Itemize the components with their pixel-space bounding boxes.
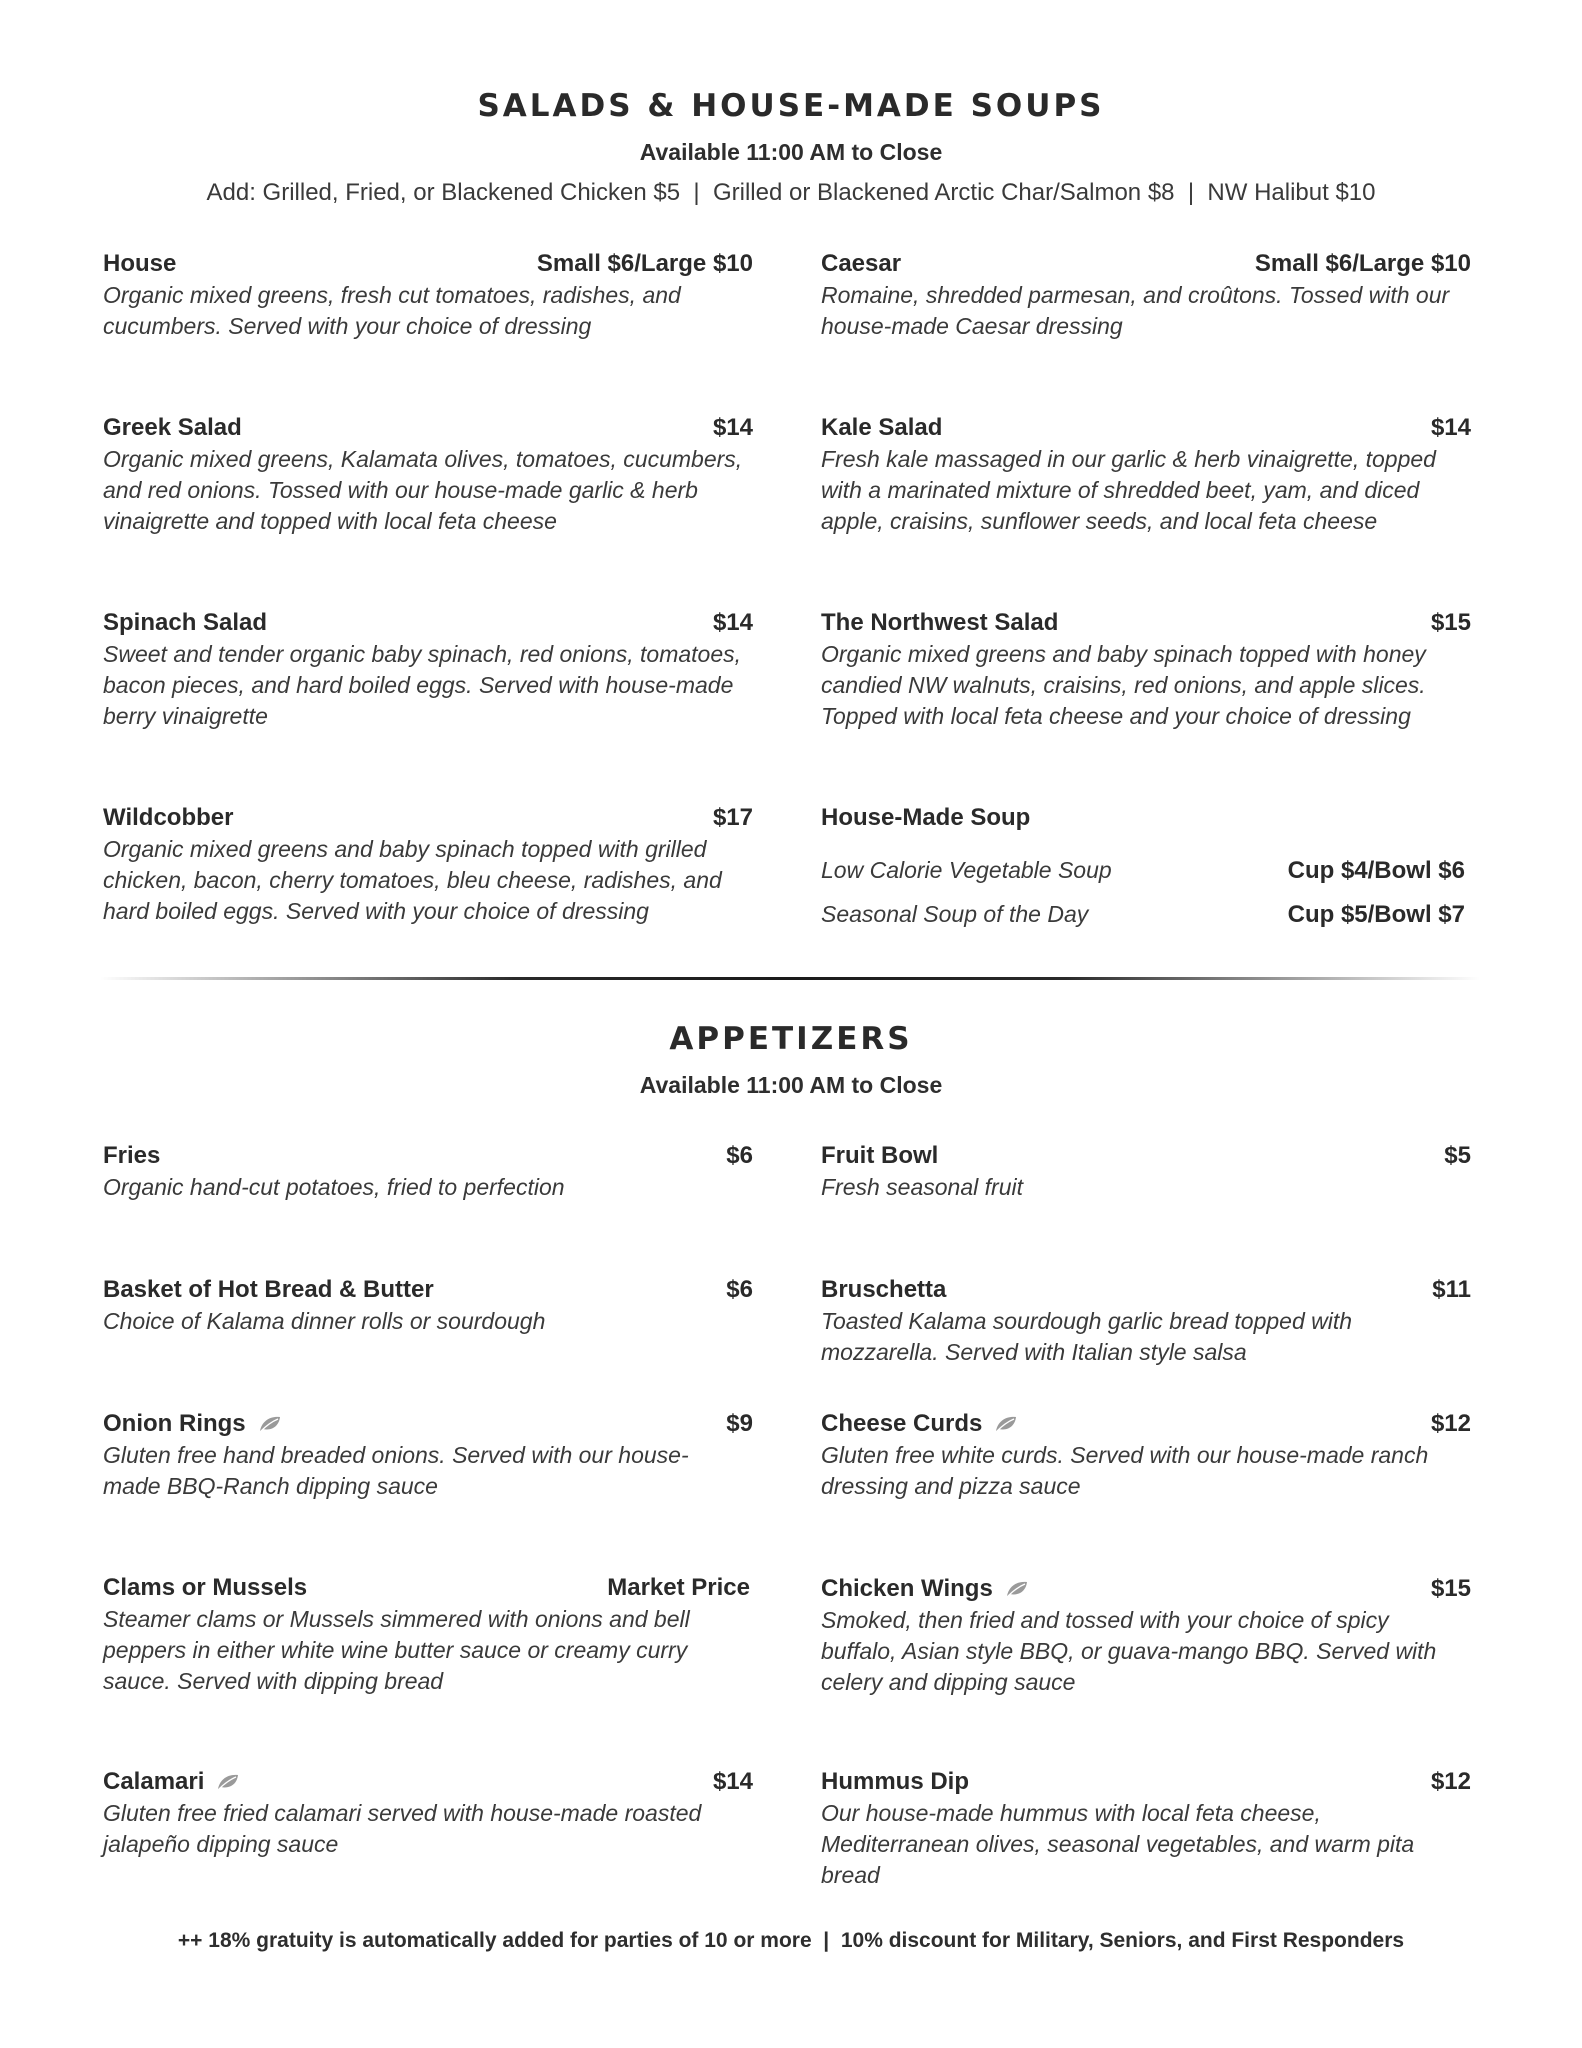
item-name: House [103,250,177,277]
item-price: $5 [1444,1142,1471,1169]
leaf-icon [994,1415,1018,1433]
menu-item-fries [103,1141,753,1203]
item-name: Fruit Bowl [821,1142,939,1169]
item-description: Sweet and tender organic baby spinach, red onions, tomatoes, bacon pieces, and hard boiled eggs. Served with house-made berry vinaigrette [103,641,742,729]
item-description: Gluten free fried calamari served with house-made roasted jalapeño dipping sauce [103,1800,702,1857]
appetizers-section-title: APPETIZERS [669,1021,913,1057]
item-description: Organic hand-cut potatoes, fried to perfection [103,1174,565,1200]
item-price: $11 [1432,1276,1471,1303]
item-price: $6 [726,1276,753,1303]
item-price: $12 [1430,1410,1471,1437]
menu-item-wildcobber [103,803,753,927]
footer-note: ++ 18% gratuity is automatically added for parties of 10 or more | 10% discount for Military, Seniors, and First Responders [177,1929,1405,1952]
item-description: Organic mixed greens, Kalamata olives, tomatoes, cucumbers, and red onions. Tossed with our house-made garlic & herb vinaigrette and topped with local feta cheese [103,446,743,534]
item-description: Gluten free white curds. Served with our house-made ranch dressing and pizza sauce [821,1442,1429,1499]
item-description: Organic mixed greens, fresh cut tomatoes, radishes, and cucumbers. Served with your choice of dressing [103,282,681,339]
item-description: Fresh kale massaged in our garlic & herb vinaigrette, topped with a marinated mixture of shredded beet, yam, and diced apple, craisins, sunflower seeds, and local feta cheese [821,446,1436,534]
item-price: $9 [726,1410,753,1437]
menu-item-hot-bread [103,1275,753,1337]
menu-item-fruit-bowl [821,1141,1471,1203]
soup-name: Low Calorie Vegetable Soup [821,857,1112,883]
menu-item-calamari [103,1767,753,1860]
item-name-wrap [821,1574,1029,1604]
leaf-icon [216,1773,240,1791]
item-name: Basket of Hot Bread & Butter [103,1276,434,1303]
item-name: Clams or Mussels [103,1574,308,1601]
item-name: Hummus Dip [821,1768,970,1795]
item-price: Small $6/Large $10 [1254,250,1471,277]
menu-item-chicken-wings [821,1574,1471,1698]
menu-item-cheese-curds [821,1409,1471,1502]
item-description: Choice of Kalama dinner rolls or sourdough [103,1308,546,1334]
item-description: Fresh seasonal fruit [821,1174,1023,1200]
item-name: Bruschetta [821,1276,947,1303]
salads-availability: Available 11:00 AM to Close [639,139,943,165]
soup-name: Seasonal Soup of the Day [821,901,1089,927]
item-name: The Northwest Salad [821,609,1059,636]
soup-price: Cup $5/Bowl $7 [1287,901,1465,928]
item-price: $14 [712,414,753,441]
menu-item-kale-salad [821,413,1471,537]
item-name-wrap [103,1409,282,1439]
section-divider [100,977,1480,980]
leaf-icon [1005,1580,1029,1598]
soup-row [821,899,1471,930]
salads-section-title: SALADS & HOUSE-MADE SOUPS [477,88,1105,124]
item-description: Steamer clams or Mussels simmered with onions and bell peppers in either white wine butter sauce or creamy curry sauce. Served with dipping bread [103,1606,690,1694]
item-description: Toasted Kalama sourdough garlic bread topped with mozzarella. Served with Italian style salsa [821,1308,1353,1365]
item-name: Cheese Curds [821,1410,983,1437]
item-description: Organic mixed greens and baby spinach topped with honey candied NW walnuts, craisins, red onions, and apple slices. Topped with local feta cheese and your choice of dressing [821,641,1426,729]
menu-item-bruschetta [821,1275,1471,1368]
item-name: Onion Rings [103,1410,246,1437]
item-price: $17 [712,804,753,831]
item-price: $14 [1430,414,1471,441]
item-price: $15 [1430,609,1471,636]
item-description: Gluten free hand breaded onions. Served with our house-made BBQ-Ranch dipping sauce [103,1442,689,1499]
item-name: Greek Salad [103,414,242,441]
item-price: $14 [712,1768,753,1795]
menu-item-spinach-salad [103,608,753,732]
menu-item-greek-salad [103,413,753,537]
item-description: Organic mixed greens and baby spinach topped with grilled chicken, bacon, cherry tomatoes, bleu cheese, radishes, and hard boiled eggs. Served with your choice of dressing [103,836,722,924]
item-name: House-Made Soup [821,804,1031,831]
menu-item-hummus-dip [821,1767,1471,1891]
item-name: Chicken Wings [821,1575,993,1602]
item-price: $6 [726,1142,753,1169]
soup-price: Cup $4/Bowl $6 [1287,857,1465,884]
item-name-wrap [103,1767,240,1797]
item-description: Smoked, then fried and tossed with your choice of spicy buffalo, Asian style BBQ, or guava-mango BBQ. Served with celery and dipping sauce [821,1607,1437,1695]
appetizers-availability: Available 11:00 AM to Close [639,1072,943,1098]
menu-item-onion-rings [103,1409,753,1502]
item-price: $14 [712,609,753,636]
leaf-icon [258,1415,282,1433]
item-name: Kale Salad [821,414,943,441]
menu-item-house-made-soup [821,803,1471,930]
menu-item-caesar [821,249,1471,342]
item-description: Our house-made hummus with local feta cheese, Mediterranean olives, seasonal vegetables, and warm pita bread [821,1800,1415,1888]
item-price: Small $6/Large $10 [536,250,753,277]
soup-row [821,855,1471,886]
item-name: Calamari [103,1768,205,1795]
item-description: Romaine, shredded parmesan, and croûtons. Tossed with our house-made Caesar dressing [821,282,1450,339]
item-price: $15 [1430,1575,1471,1602]
salads-addons: Add: Grilled, Fried, or Blackened Chicken $5 | Grilled or Blackened Arctic Char/Salmon $8 | NW Halibut $10 [206,179,1376,206]
item-price: Market Price [607,1574,750,1601]
item-price: $12 [1430,1768,1471,1795]
menu-item-northwest-salad [821,608,1471,732]
item-name: Wildcobber [103,804,234,831]
item-name: Fries [103,1142,161,1169]
menu-item-house [103,249,753,342]
menu-item-clams-or-mussels [103,1573,753,1697]
item-name: Spinach Salad [103,609,268,636]
item-name-wrap [821,1409,1018,1439]
item-name: Caesar [821,250,902,277]
